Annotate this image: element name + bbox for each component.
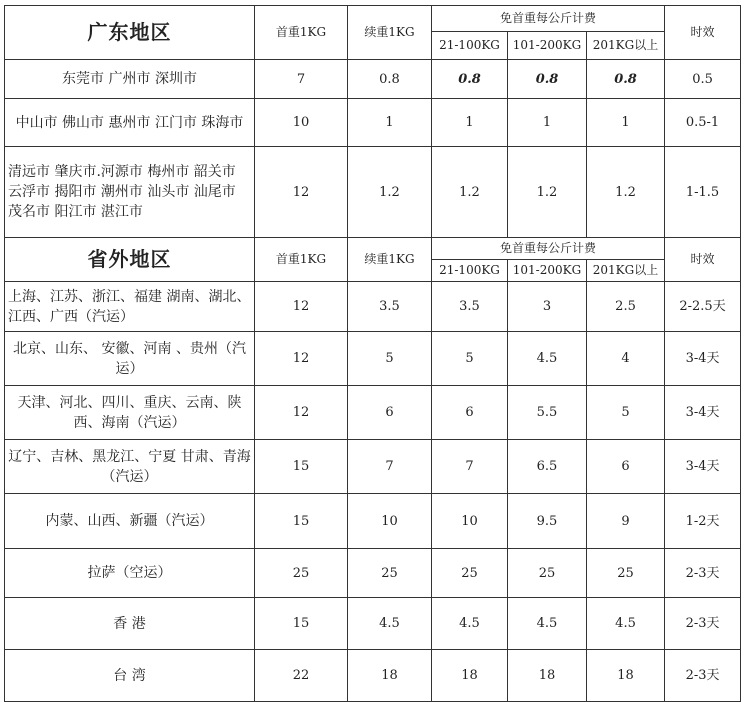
- table-row: [5, 282, 741, 332]
- timeframe-cell: 0.5: [665, 60, 741, 99]
- timeframe-cell: 3-4天: [665, 386, 741, 440]
- timeframe-cell: 2-3天: [665, 549, 741, 598]
- range1-cell: 1.2: [432, 147, 508, 238]
- first-weight-cell: 12: [255, 147, 348, 238]
- first-weight-cell: 15: [255, 598, 348, 650]
- region-cell: 中山市 佛山市 惠州市 江门市 珠海市: [5, 99, 255, 147]
- gd-region-title: 广东地区: [5, 6, 255, 60]
- timeframe-cell: 1-1.5: [665, 147, 741, 238]
- out-exempt-header: 免首重每公斤计费: [432, 238, 665, 260]
- first-weight-cell: 25: [255, 549, 348, 598]
- additional-weight-cell: 1.2: [348, 147, 432, 238]
- range1-cell: 3.5: [432, 282, 508, 332]
- range3-cell: 2.5: [587, 282, 665, 332]
- timeframe-cell: 2-2.5天: [665, 282, 741, 332]
- range1-cell: 6: [432, 386, 508, 440]
- region-cell: 北京、山东、 安徽、河南 、贵州（汽运）: [5, 332, 255, 386]
- gd-timeframe-header: 时效: [665, 6, 741, 60]
- additional-weight-cell: 10: [348, 494, 432, 549]
- range1-cell: 4.5: [432, 598, 508, 650]
- table-row: [5, 598, 741, 650]
- region-cell: 上海、江苏、浙江、福建 湖南、湖北、江西、广西（汽运）: [5, 282, 255, 332]
- gd-range3-header: 201KG以上: [587, 32, 665, 60]
- region-cell: 香 港: [5, 598, 255, 650]
- out-additional-weight-header: 续重1KG: [348, 238, 432, 282]
- table-row: [5, 147, 741, 238]
- out-range3-header: 201KG以上: [587, 260, 665, 282]
- additional-weight-cell: 6: [348, 386, 432, 440]
- range3-cell: 5: [587, 386, 665, 440]
- out-first-weight-header: 首重1KG: [255, 238, 348, 282]
- additional-weight-cell: 18: [348, 650, 432, 702]
- additional-weight-cell: 25: [348, 549, 432, 598]
- range2-cell: 0.8: [508, 60, 587, 99]
- table-row: [5, 60, 741, 99]
- timeframe-cell: 2-3天: [665, 650, 741, 702]
- gd-additional-weight-header: 续重1KG: [348, 6, 432, 60]
- first-weight-cell: 15: [255, 440, 348, 494]
- first-weight-cell: 12: [255, 332, 348, 386]
- timeframe-cell: 0.5-1: [665, 99, 741, 147]
- table-row: [5, 549, 741, 598]
- shipping-rate-table: [4, 5, 741, 702]
- range2-cell: 9.5: [508, 494, 587, 549]
- range2-cell: 6.5: [508, 440, 587, 494]
- gd-header-row: [5, 6, 741, 32]
- range2-cell: 4.5: [508, 598, 587, 650]
- additional-weight-cell: 5: [348, 332, 432, 386]
- additional-weight-cell: 1: [348, 99, 432, 147]
- region-cell: 东莞市 广州市 深圳市: [5, 60, 255, 99]
- table-row: [5, 99, 741, 147]
- first-weight-cell: 10: [255, 99, 348, 147]
- table-row: [5, 332, 741, 386]
- range3-cell: 9: [587, 494, 665, 549]
- additional-weight-cell: 3.5: [348, 282, 432, 332]
- range2-cell: 5.5: [508, 386, 587, 440]
- range3-cell: 18: [587, 650, 665, 702]
- range3-cell: 6: [587, 440, 665, 494]
- out-range2-header: 101-200KG: [508, 260, 587, 282]
- timeframe-cell: 2-3天: [665, 598, 741, 650]
- timeframe-cell: 1-2天: [665, 494, 741, 549]
- table-row: [5, 494, 741, 549]
- region-cell: 台 湾: [5, 650, 255, 702]
- range1-cell: 5: [432, 332, 508, 386]
- first-weight-cell: 12: [255, 282, 348, 332]
- first-weight-cell: 7: [255, 60, 348, 99]
- table-row: [5, 440, 741, 494]
- first-weight-cell: 12: [255, 386, 348, 440]
- range2-cell: 1: [508, 99, 587, 147]
- range3-cell: 4.5: [587, 598, 665, 650]
- range2-cell: 4.5: [508, 332, 587, 386]
- out-region-title: 省外地区: [5, 238, 255, 282]
- range1-cell: 18: [432, 650, 508, 702]
- range2-cell: 1.2: [508, 147, 587, 238]
- range1-cell: 10: [432, 494, 508, 549]
- range2-cell: 25: [508, 549, 587, 598]
- first-weight-cell: 15: [255, 494, 348, 549]
- range3-cell: 25: [587, 549, 665, 598]
- gd-exempt-header: 免首重每公斤计费: [432, 6, 665, 32]
- additional-weight-cell: 7: [348, 440, 432, 494]
- table-row: [5, 650, 741, 702]
- first-weight-cell: 22: [255, 650, 348, 702]
- timeframe-cell: 3-4天: [665, 440, 741, 494]
- region-cell: 清远市 肇庆市.河源市 梅州市 韶关市 云浮市 揭阳市 潮州市 汕头市 汕尾市 茂名市 阳江市 湛江市: [5, 147, 255, 238]
- additional-weight-cell: 0.8: [348, 60, 432, 99]
- gd-first-weight-header: 首重1KG: [255, 6, 348, 60]
- range2-cell: 18: [508, 650, 587, 702]
- range3-cell: 0.8: [587, 60, 665, 99]
- out-header-row: [5, 238, 741, 260]
- range3-cell: 4: [587, 332, 665, 386]
- range3-cell: 1.2: [587, 147, 665, 238]
- table-row: [5, 386, 741, 440]
- region-cell: 内蒙、山西、新疆（汽运）: [5, 494, 255, 549]
- region-cell: 辽宁、吉林、黑龙江、宁夏 甘肃、青海（汽运）: [5, 440, 255, 494]
- gd-range1-header: 21-100KG: [432, 32, 508, 60]
- range1-cell: 0.8: [432, 60, 508, 99]
- out-range1-header: 21-100KG: [432, 260, 508, 282]
- range1-cell: 25: [432, 549, 508, 598]
- additional-weight-cell: 4.5: [348, 598, 432, 650]
- out-timeframe-header: 时效: [665, 238, 741, 282]
- range1-cell: 1: [432, 99, 508, 147]
- range3-cell: 1: [587, 99, 665, 147]
- gd-range2-header: 101-200KG: [508, 32, 587, 60]
- range1-cell: 7: [432, 440, 508, 494]
- timeframe-cell: 3-4天: [665, 332, 741, 386]
- region-cell: 拉萨（空运）: [5, 549, 255, 598]
- region-cell: 天津、河北、四川、重庆、云南、陕西、海南（汽运）: [5, 386, 255, 440]
- range2-cell: 3: [508, 282, 587, 332]
